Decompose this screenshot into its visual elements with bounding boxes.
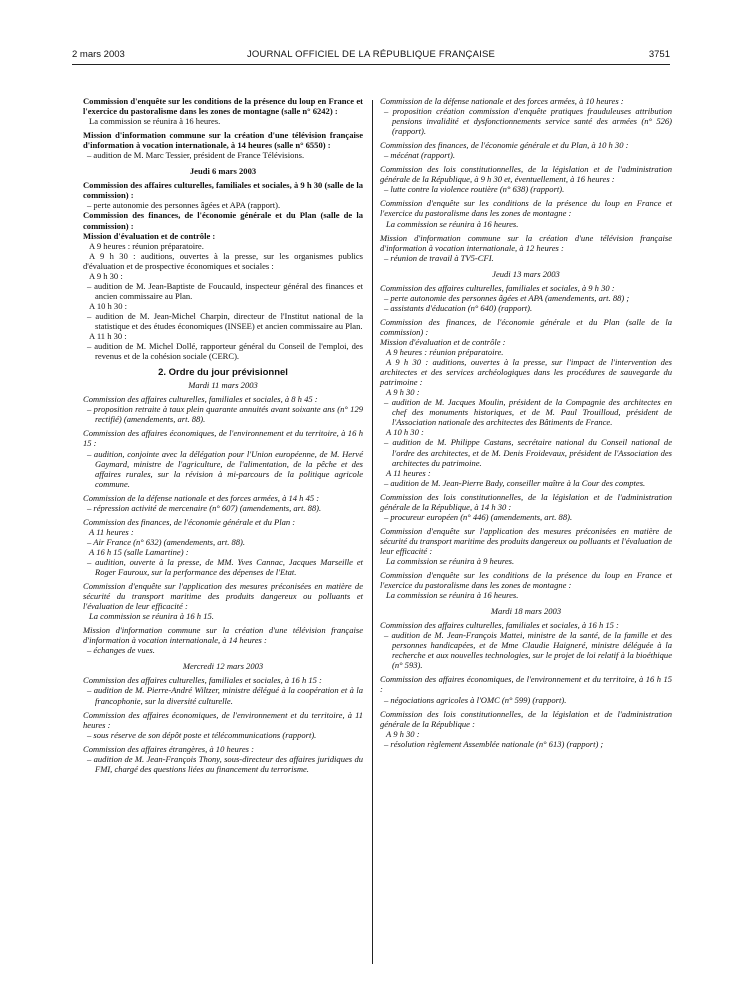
right-paragraph: – audition de M. Jacques Moulin, président de la Compagnie des architectes en chef des monuments historiques, et de M. Paul Trouilloud, président de l'Association nationale des architectes des Bâtiments de France. bbox=[384, 397, 672, 428]
left-paragraph: La commission se réunira à 16 h 15. bbox=[89, 611, 214, 622]
left-paragraph: – audition de M. Michel Dollé, rapporteur général du Conseil de l'emploi, des revenus et de la cohésion sociale (CERC). bbox=[87, 341, 363, 362]
left-paragraph: A 10 h 30 : bbox=[89, 300, 127, 311]
right-paragraph: Commission d'enquête sur l'application des mesures préconisées en matière de sécurité du transport maritime des produits dangereux ou polluants et l'évaluation de leur efficacité : bbox=[380, 525, 672, 556]
right-paragraph: Commission des lois constitutionnelles, de la législation et de l'administration générale de la République : bbox=[380, 708, 672, 729]
left-paragraph: Commission des finances, de l'économie générale et du Plan (salle de la commission) : bbox=[83, 210, 363, 231]
left-paragraph: A 11 h 30 : bbox=[89, 331, 127, 342]
right-paragraph: – audition de M. Jean-Pierre Bady, conseiller maître à la Cour des comptes. bbox=[384, 477, 646, 488]
right-paragraph: – procureur européen (n° 446) (amendements, art. 88). bbox=[384, 511, 573, 522]
right-paragraph: Jeudi 13 mars 2003 bbox=[492, 268, 560, 279]
right-paragraph: A 9 heures : réunion préparatoire. bbox=[386, 347, 504, 358]
right-paragraph: – audition de M. Jean-François Mattei, ministre de la santé, de la famille et des personnes handicapées, et de Mme Claudie Haigneré, ministre déléguée à la recherche et aux nouvelles technologies, sur le projet de loi relatif à la bioéthique (n° 593). bbox=[384, 630, 672, 671]
right-paragraph: – négociations agricoles à l'OMC (n° 599) (rapport). bbox=[384, 694, 567, 705]
left-paragraph: A 11 heures : bbox=[89, 526, 134, 537]
left-paragraph: A 9 heures : réunion préparatoire. bbox=[89, 240, 204, 251]
left-paragraph: Commission des affaires étrangères, à 10 heures : bbox=[83, 743, 254, 754]
left-paragraph: Commission des affaires culturelles, familiales et sociales, à 16 h 15 : bbox=[83, 675, 322, 686]
header-title: JOURNAL OFFICIEL DE LA RÉPUBLIQUE FRANÇAISE bbox=[246, 49, 496, 60]
left-paragraph: 2. Ordre du jour prévisionnel bbox=[158, 367, 288, 379]
right-paragraph: Commission des lois constitutionnelles, de la législation et de l'administration générale de la République, à 14 h 30 : bbox=[380, 491, 672, 512]
left-column bbox=[83, 96, 363, 774]
right-paragraph: La commission se réunira à 16 heures. bbox=[386, 590, 519, 601]
right-paragraph: – audition de M. Philippe Castans, secrétaire national du Conseil national de l'ordre des architectes, et de M. Denis Froidevaux, président de l'Association des architectes du patrimoine. bbox=[384, 437, 672, 468]
left-paragraph: – Air France (n° 632) (amendements, art. 88). bbox=[87, 536, 246, 547]
left-paragraph: A 16 h 15 (salle Lamartine) : bbox=[89, 546, 189, 557]
left-paragraph: Commission des affaires culturelles, familiales et sociales, à 9 h 30 (salle de la commission) : bbox=[83, 180, 363, 201]
page-header bbox=[72, 49, 670, 65]
column-divider bbox=[372, 100, 373, 964]
left-paragraph: Commission d'enquête sur les conditions de la présence du loup en France et l'exercice du pastoralisme dans les zones de montagne (salle n° 6242) : bbox=[83, 96, 363, 117]
right-paragraph: A 9 h 30 : auditions, ouvertes à la presse, sur l'impact de l'intervention des architectes et des services archéologiques dans les procédures de sauvegarde du patrimoine : bbox=[380, 357, 672, 388]
left-paragraph: Commission des affaires économiques, de l'environnement et du territoire, à 11 heures : bbox=[83, 709, 363, 730]
left-paragraph: Mission d'information commune sur la création d'une télévision française d'information à vocation internationale, à 14 heures (salle n° 6550) : bbox=[83, 130, 363, 151]
left-paragraph: A 9 h 30 : bbox=[89, 270, 123, 281]
left-paragraph: La commission se réunira à 16 heures. bbox=[89, 116, 221, 127]
right-paragraph: – perte autonomie des personnes âgées et APA (amendements, art. 88) ; bbox=[384, 292, 630, 303]
left-paragraph: Commission d'enquête sur l'application des mesures préconisées en matière de sécurité du transport maritime des produits dangereux ou polluants et l'évaluation de leur efficacité : bbox=[83, 581, 363, 612]
right-paragraph: La commission se réunira à 16 heures. bbox=[386, 218, 519, 229]
right-paragraph: – mécénat (rapport). bbox=[384, 150, 455, 161]
left-paragraph: Commission des finances, de l'économie générale et du Plan : bbox=[83, 516, 296, 527]
left-paragraph: A 9 h 30 : auditions, ouvertes à la presse, sur les organismes publics d'évaluation et de prospective économiques et sociales : bbox=[83, 250, 363, 271]
left-paragraph: – audition, conjointe avec la délégation pour l'Union européenne, de M. Hervé Gaymard, ministre de l'agriculture, de l'alimentation, de la pêche et des affaires rurales, sur la révision à mi-parcours de la politique agricole commune. bbox=[87, 448, 363, 489]
header-date: 2 mars 2003 bbox=[72, 49, 125, 60]
right-paragraph: Commission des finances, de l'économie générale et du Plan (salle de la commission) : bbox=[380, 316, 672, 337]
page-number: 3751 bbox=[648, 49, 670, 60]
left-paragraph: Mission d'évaluation et de contrôle : bbox=[83, 230, 216, 241]
header-rule bbox=[72, 64, 670, 65]
left-paragraph: Mercredi 12 mars 2003 bbox=[182, 661, 264, 672]
left-paragraph: – échanges de vues. bbox=[87, 645, 155, 656]
left-paragraph: – perte autonomie des personnes âgées et APA (rapport). bbox=[87, 200, 281, 211]
right-paragraph: Commission d'enquête sur les conditions de la présence du loup en France et l'exercice du pastoralisme dans les zones de montagne : bbox=[380, 198, 672, 219]
right-paragraph: Commission des affaires culturelles, familiales et sociales, à 9 h 30 : bbox=[380, 282, 615, 293]
right-paragraph: A 10 h 30 : bbox=[386, 427, 424, 438]
right-paragraph: Commission des finances, de l'économie générale et du Plan, à 10 h 30 : bbox=[380, 140, 629, 151]
left-paragraph: – répression activité de mercenaire (n° 607) (amendements, art. 88). bbox=[87, 502, 322, 513]
right-paragraph: – assistants d'éducation (n° 640) (rapport). bbox=[384, 302, 533, 313]
left-paragraph: Commission des affaires économiques, de l'environnement et du territoire, à 16 h 15 : bbox=[83, 428, 363, 449]
left-paragraph: Commission des affaires culturelles, familiales et sociales, à 8 h 45 : bbox=[83, 394, 318, 405]
right-paragraph: Commission de la défense nationale et des forces armées, à 10 heures : bbox=[380, 96, 624, 106]
left-paragraph: – audition de M. Pierre-André Wiltzer, ministre délégué à la coopération et à la francophonie, sur la diversité culturelle. bbox=[87, 685, 363, 706]
right-paragraph: – lutte contre la violence routière (n° 638) (rapport). bbox=[384, 184, 565, 195]
left-paragraph: Jeudi 6 mars 2003 bbox=[189, 166, 257, 177]
right-paragraph: A 9 h 30 : bbox=[386, 728, 420, 739]
left-paragraph: Mardi 11 mars 2003 bbox=[188, 380, 258, 391]
right-paragraph: Commission des lois constitutionnelles, de la législation et de l'administration générale de la République, à 9 h 30 et, éventuellement, à 16 heures : bbox=[380, 164, 672, 185]
right-paragraph: – proposition création commission d'enquête pratiques frauduleuses attribution pensions invalidité et dysfonctionnements service santé des armées (n° 526) (rapport). bbox=[384, 106, 672, 137]
right-paragraph: A 11 heures : bbox=[386, 467, 431, 478]
right-paragraph: Commission des affaires culturelles, familiales et sociales, à 16 h 15 : bbox=[380, 620, 619, 631]
right-paragraph: – résolution règlement Assemblée nationale (n° 613) (rapport) ; bbox=[384, 738, 604, 749]
right-paragraph: Commission d'enquête sur les conditions de la présence du loup en France et l'exercice du pastoralisme dans les zones de montagne : bbox=[380, 570, 672, 591]
right-paragraph: La commission se réunira à 9 heures. bbox=[386, 555, 515, 566]
left-paragraph: – proposition retraite à taux plein quarante annuités avant soixante ans (n° 129 rectifié) (amendements, art. 88). bbox=[87, 404, 363, 425]
left-paragraph: – audition de M. Jean-Baptiste de Foucauld, inspecteur général des finances et ancien commissaire au Plan. bbox=[87, 280, 363, 301]
right-paragraph: Mission d'évaluation et de contrôle : bbox=[380, 336, 506, 347]
right-paragraph: A 9 h 30 : bbox=[386, 387, 420, 398]
left-paragraph: – audition de M. Jean-François Thony, sous-directeur des affaires juridiques du FMI, chargé des questions liées au financement du terrorisme. bbox=[87, 753, 363, 774]
left-paragraph: – audition de M. Marc Tessier, président de France Télévisions. bbox=[87, 150, 305, 161]
right-paragraph: Commission des affaires économiques, de l'environnement et du territoire, à 16 h 15 : bbox=[380, 674, 672, 695]
left-paragraph: – audition de M. Jean-Michel Charpin, directeur de l'Institut national de la statistique et des études économiques (INSEE) et ancien commissaire au Plan. bbox=[87, 310, 363, 331]
right-paragraph: Mission d'information commune sur la création d'une télévision française d'information à vocation internationale, à 12 heures : bbox=[380, 232, 672, 253]
left-paragraph: Commission de la défense nationale et des forces armées, à 14 h 45 : bbox=[83, 492, 320, 503]
right-paragraph: – réunion de travail à TV5-CFI. bbox=[384, 252, 494, 263]
left-paragraph: – audition, ouverte à la presse, de MM. Yves Cannac, Jacques Marseille et Roger Fauroux, sur la performance des dépenses de l'Etat. bbox=[87, 556, 363, 578]
left-paragraph: Mission d'information commune sur la création d'une télévision française d'information à vocation internationale, à 14 heures : bbox=[83, 625, 363, 646]
right-column bbox=[380, 96, 672, 749]
right-paragraph: Mardi 18 mars 2003 bbox=[490, 606, 562, 617]
left-paragraph: – sous réserve de son dépôt poste et télécommunications (rapport). bbox=[87, 729, 317, 740]
